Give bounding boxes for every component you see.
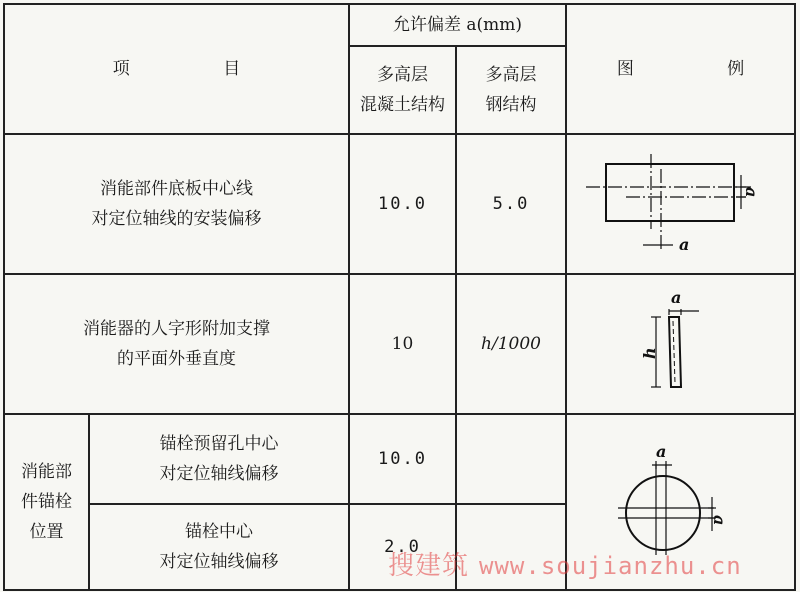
figure-label-a: a — [670, 287, 681, 307]
row3-steel — [456, 414, 566, 504]
anchor-label-line3: 位置 — [29, 522, 64, 542]
row4-item-line2: 对定位轴线偏移 — [159, 552, 279, 572]
row4-concrete-value: 2.0 — [384, 537, 421, 557]
figure-label-a: a — [678, 235, 689, 254]
row3-concrete-value: 10.0 — [378, 449, 427, 469]
header-concrete — [349, 46, 456, 134]
row3-item-line2: 对定位轴线偏移 — [159, 464, 279, 484]
row3-item-line1: 锚栓预留孔中心 — [159, 434, 279, 454]
anchor-label-line1: 消能部 — [21, 462, 72, 482]
header-figure-label: 图 例 — [616, 59, 789, 79]
row2-steel — [456, 274, 566, 414]
row3-concrete — [349, 414, 456, 504]
header-figure — [566, 4, 795, 134]
anchor-bolt-circle-diagram-icon — [616, 445, 746, 560]
row2-figure — [566, 274, 795, 414]
row1-concrete-value: 10.0 — [378, 194, 427, 214]
chevron-brace-verticality-diagram-icon — [621, 287, 741, 402]
figure-label-a: a — [655, 444, 666, 461]
row4-item — [89, 504, 349, 590]
row2-steel-value: h/1000 — [481, 334, 541, 354]
anchor-label-line2: 件锚栓 — [21, 492, 72, 512]
row1-concrete — [349, 134, 456, 274]
tolerance-table — [3, 3, 796, 591]
watermark — [388, 545, 742, 582]
header-concrete-line2: 混凝土结构 — [360, 95, 445, 115]
header-concrete-line1: 多高层 — [377, 65, 428, 85]
row1-figure — [566, 134, 795, 274]
row1-steel-value: 5.0 — [492, 194, 530, 214]
figure-label-a: a — [709, 514, 729, 525]
header-steel-line1: 多高层 — [485, 65, 537, 85]
row2-concrete-value: 10 — [391, 334, 414, 354]
watermark-cn: 搜建筑 — [388, 551, 470, 581]
anchor-group-label — [4, 414, 89, 590]
row1-steel — [456, 134, 566, 274]
header-steel-line2: 钢结构 — [485, 95, 537, 115]
row2-concrete — [349, 274, 456, 414]
header-tolerance-label: 允许偏差 a(mm) — [392, 15, 523, 35]
row2-item-line1: 消能器的人字形附加支撑 — [83, 319, 270, 339]
row2-item-line2: 的平面外垂直度 — [117, 349, 236, 369]
row2-item — [4, 274, 349, 414]
header-steel — [456, 46, 566, 134]
figure-label-h: h — [639, 346, 659, 359]
table-row — [4, 414, 795, 504]
row3-item — [89, 414, 349, 504]
header-item — [4, 4, 349, 134]
row1-item-line1: 消能部件底板中心线 — [100, 179, 253, 199]
table-row — [4, 274, 795, 414]
row1-item-line2: 对定位轴线的安装偏移 — [91, 209, 262, 229]
table-row — [4, 134, 795, 274]
figure-label-a: a — [741, 187, 761, 198]
header-tolerance — [349, 4, 566, 46]
row1-item — [4, 134, 349, 274]
header-item-label: 项 目 — [112, 59, 285, 79]
watermark-url: www.soujianzhu.cn — [479, 552, 742, 580]
row4-item-line1: 锚栓中心 — [185, 522, 253, 542]
plate-centerline-offset-diagram-icon — [581, 149, 781, 259]
